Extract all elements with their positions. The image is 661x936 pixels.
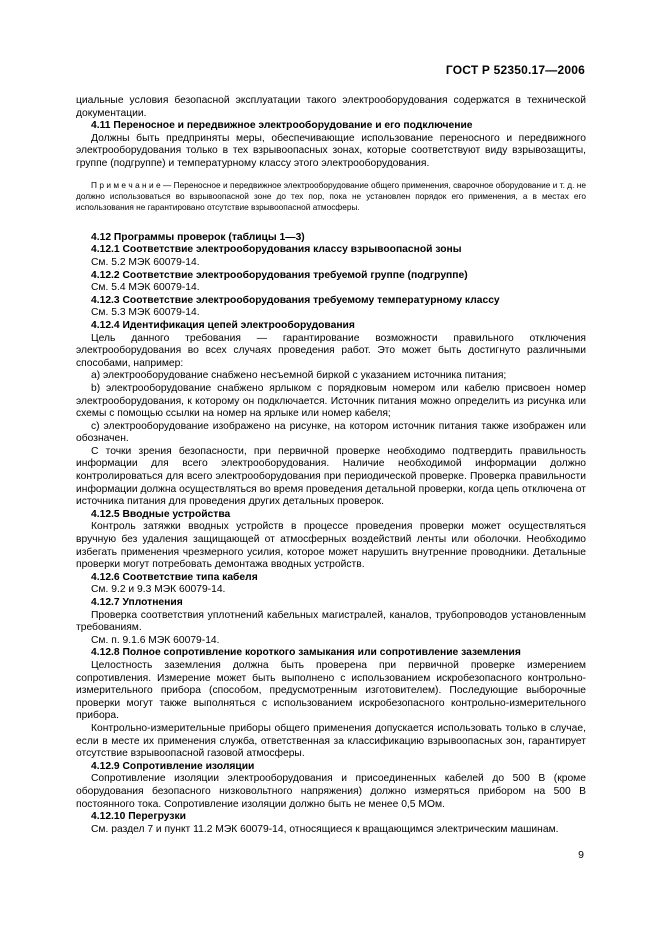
paragraph: Проверка соответствия уплотнений кабельных магистралей, каналов, трубопроводов установленным требованиям. [76,609,586,634]
note-label: П р и м е ч а н и е [91,179,161,190]
paragraph: См. 5.2 МЭК 60079-14. [91,256,200,268]
section-heading-4-12: 4.12 Программы проверок (таблицы 1—3) [91,231,305,243]
section-heading-4-12-4: 4.12.4 Идентификация цепей электрооборудования [91,319,355,331]
page-number: 9 [578,849,584,861]
document-header: ГОСТ Р 52350.17—2006 [445,63,585,77]
paragraph: См. п. 9.1.6 МЭК 60079-14. [91,634,220,646]
paragraph: См. 9.2 и 9.3 МЭК 60079-14. [91,584,226,596]
paragraph: Сопротивление изоляции электрооборудования и присоединенных кабелей до 500 В (кроме оборудования безопасного низковольтного напряжения) должно измеряться прибором на 500 В постоянного тока. Сопротивление изоляции должно быть не менее 0,5 МОм. [76,773,586,810]
paragraph: Контроль затяжки вводных устройств в процессе проведения проверки может осуществляться вручную без удаления защищающей от атмосферных воздействий ленты или оболочки. Необходимо избегать применения чрезмерного усилия, которое может нарушить внутренние проводники. Детальные проверки могут потребовать демонтажа вводных устройств. [76,521,586,571]
section-heading-4-12-6: 4.12.6 Соответствие типа кабеля [91,571,258,583]
section-heading-4-12-7: 4.12.7 Уплотнения [91,597,183,608]
note [76,180,586,214]
paragraph: циальные условия безопасной эксплуатации такого электрооборудования содержатся в технической документации. [76,95,586,119]
paragraph: Контрольно-измерительные приборы общего применения допускается использовать только в случае, если в месте их применения служба, ответственная за классификацию взрывоопасных зон, гарантирует отсутствие взрывоопасной газовой атмосферы. [76,722,586,760]
section-heading-4-12-3: 4.12.3 Соответствие электрооборудования требуемому температурному классу [91,294,500,306]
section-heading-4-12-8: 4.12.8 Полное сопротивление короткого замыкания или сопротивление заземления [91,647,521,659]
list-item: а) электрооборудование снабжено несъемной биркой с указанием источника питания; [91,370,507,382]
paragraph: Целостность заземления должна быть проверена при первичной проверке измерением сопротивления. Измерение может быть выполнено с использованием искробезопасного контрольно-измерительного прибора (способом, предусмотренным изготовителем). Последующие выборочные проверки могут также выполняться с использованием искробезопасного контрольно-измерительного прибора. [76,659,586,722]
paragraph: Цель данного требования — гарантирование возможности правильного отключения электрооборудования во всех случаях проведения работ. Это может быть достигнуто различными способами, например: [76,332,586,369]
list-item: b) электрооборудование снабжено ярлыком с порядковым номером или кабелю присвоен номер электрооборудования, к которому он подключается. Источник питания можно определить из рисунка или схемы с помощью ссылки на номер на ярлыке или номер кабеля; [76,382,586,420]
paragraph: Должны быть предприняты меры, обеспечивающие использование переносного и передвижного электрооборудования только в тех взрывоопасных зонах, которые соответствуют виду взрывозащиты, группе (подгруппе) и температурному классу этого электрооборудования. [76,132,586,169]
paragraph: См. 5.4 МЭК 60079-14. [91,282,200,294]
section-heading-4-12-1: 4.12.1 Соответствие электрооборудования классу взрывоопасной зоны [91,244,462,256]
section-heading-4-12-9: 4.12.9 Сопротивление изоляции [91,760,255,772]
paragraph: См. раздел 7 и пункт 11.2 МЭК 60079-14, относящиеся к вращающимся электрическим машинам. [91,823,559,835]
section-heading-4-12-2: 4.12.2 Соответствие электрооборудования требуемой группе (подгруппе) [91,269,468,281]
paragraph: См. 5.3 МЭК 60079-14. [91,307,200,319]
document-body [76,95,586,836]
paragraph: С точки зрения безопасности, при первичной проверке необходимо подтвердить правильность информации для всего электрооборудования. Наличие необходимой информации должно контролироваться для всего электрооборудования при периодической проверке. Проверка правильности информации должна осуществляться во время проведения детальной проверки, когда цепь отключена от источника питания для проведения других детальных проверок. [76,445,586,508]
section-heading-4-11: 4.11 Переносное и передвижное электрооборудование и его подключение [91,120,473,132]
section-heading-4-12-5: 4.12.5 Вводные устройства [91,508,231,520]
section-heading-4-12-10: 4.12.10 Перегрузки [91,811,186,823]
note-text: — Переносное и передвижное электрооборудование общего применения, сварочное оборудование и т. д. не должно использоваться во взрывоопасной зоне до тех пор, пока не установлен порядок его применения, а в местах его использования не гарантировано отсутствие взрывоопасной атмосферы. [76,179,587,213]
list-item: c) электрооборудование изображено на рисунке, на котором источник питания также изображен или обозначен. [76,420,586,445]
